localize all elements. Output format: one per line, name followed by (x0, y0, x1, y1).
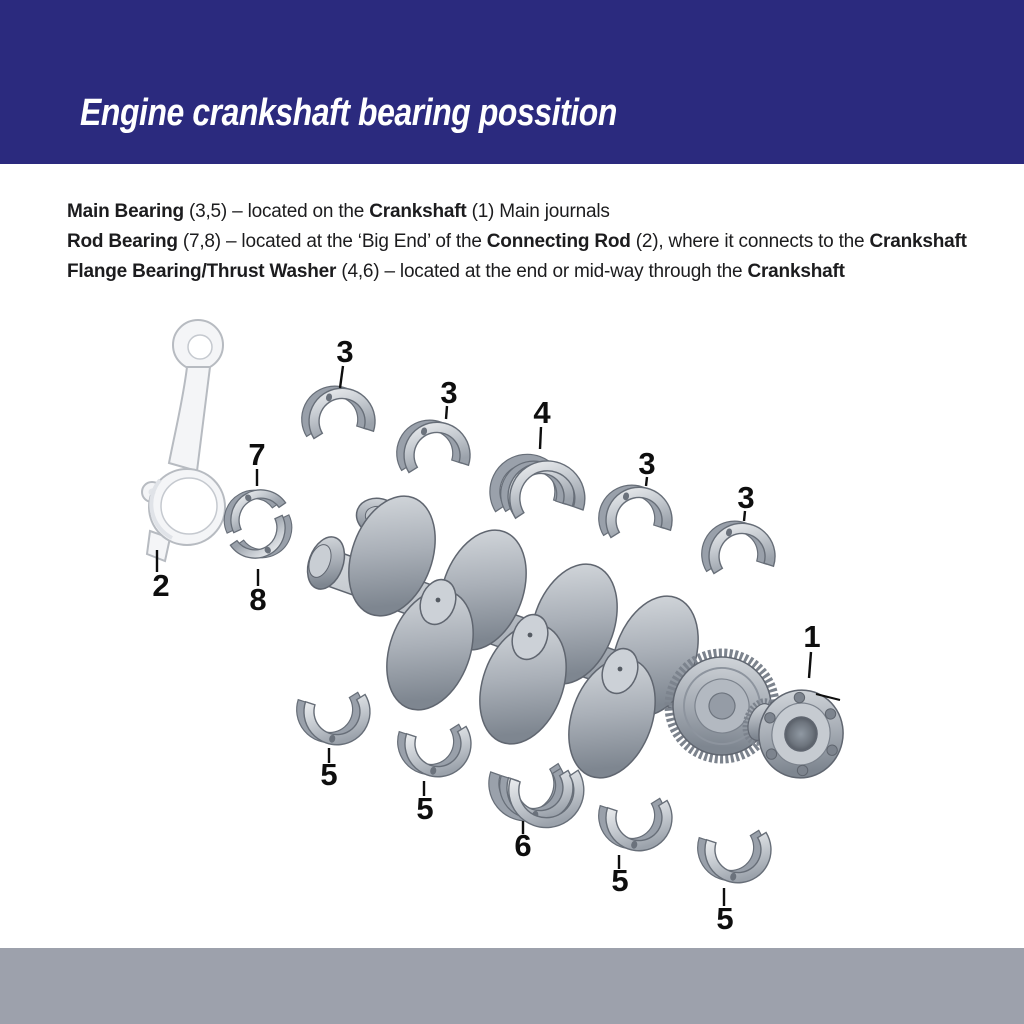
callout-5-c: 5 (611, 863, 629, 898)
leader-line (340, 366, 343, 388)
crankshaft (301, 484, 851, 790)
main-bearing-shell-upper-3 (595, 480, 674, 538)
callout-5-d: 5 (716, 901, 734, 936)
callout-5-a: 5 (320, 757, 338, 792)
text-segment: Rod Bearing (67, 231, 178, 252)
callout-3-d: 3 (737, 480, 755, 515)
callout-1: 1 (803, 619, 821, 654)
text-segment: Flange Bearing/Thrust Washer (67, 261, 337, 282)
callout-3-c: 3 (638, 446, 656, 481)
callout-3-a: 3 (336, 334, 354, 369)
thrust-washer-shell-upper-4 (486, 448, 587, 521)
callout-8: 8 (249, 582, 267, 617)
callout-4: 4 (533, 395, 551, 430)
oil-hole (436, 598, 441, 603)
thrust-washer-shell-lower-6 (487, 761, 588, 834)
rod-big-end-bore (161, 478, 217, 534)
text-segment: (2), where it connects to the (630, 231, 870, 252)
main-bearing-shell-upper-4 (698, 516, 777, 574)
leader-line (540, 427, 541, 449)
connecting-rod (142, 320, 225, 561)
oil-hole (618, 667, 623, 672)
text-segment: (1) Main journals (466, 201, 610, 222)
text-segment: (3,5) – located on the (183, 201, 370, 222)
callout-3-b: 3 (440, 375, 458, 410)
oil-hole (528, 633, 533, 638)
main-bearing-shell-lower-2 (396, 723, 475, 781)
main-bearing-shell-lower-4 (696, 829, 775, 887)
main-bearing-shell-lower-3 (597, 797, 676, 855)
text-segment: Crankshaft (869, 231, 967, 252)
rod-bearing-shell-lower-8 (230, 512, 303, 572)
rod-beam (169, 367, 210, 471)
text-segment: Crankshaft (369, 201, 467, 222)
callout-5-b: 5 (416, 791, 434, 826)
text-segment: Connecting Rod (486, 231, 631, 252)
text-segment: Main Bearing (67, 201, 184, 222)
callout-7: 7 (248, 437, 266, 472)
callout-6: 6 (514, 828, 532, 863)
page-title: Engine crankshaft bearing possition (80, 92, 617, 134)
main-bearing-shell-upper-1 (298, 381, 377, 439)
text-segment: (4,6) – located at the end or mid-way through the (336, 261, 748, 282)
text-segment: Crankshaft (747, 261, 845, 282)
rod-bearing-shells (213, 476, 302, 571)
rod-small-end-bore (188, 335, 212, 359)
footer-band (0, 948, 1024, 1024)
main-bearing-shell-upper-2 (393, 415, 472, 473)
leader-line (809, 652, 811, 678)
callout-2: 2 (152, 568, 170, 603)
main-bearing-shell-lower-1 (295, 691, 374, 749)
text-segment: (7,8) – located at the ‘Big End’ of the (177, 231, 487, 252)
